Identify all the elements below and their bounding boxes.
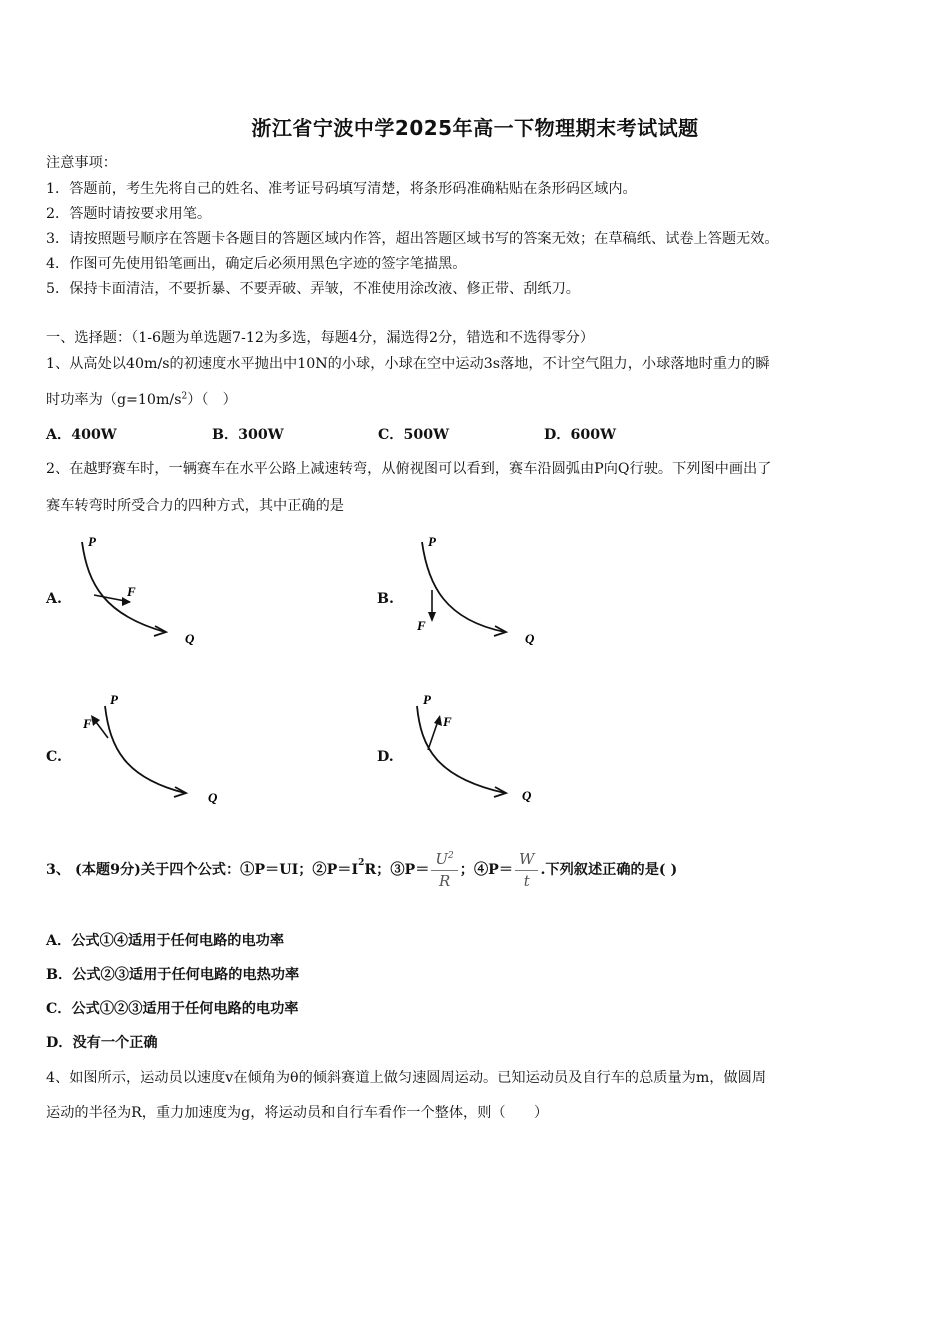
- point-q-label: Q: [208, 790, 218, 805]
- q1-line2a: 时功率为（g=10m/s: [46, 392, 182, 408]
- formula-u2-over-r: [431, 852, 457, 889]
- notice-item: 3．请按照题号顺序在答题卡各题目的答题区域内作答，超出答题区域书写的答案无效；在草稿纸、试卷上答题无效。: [46, 231, 779, 247]
- curve-path: [422, 542, 505, 632]
- q3-sup: 2: [358, 858, 365, 868]
- force-label: F: [443, 714, 452, 729]
- notice-item: 1．答题前，考生先将自己的姓名、准考证号码填写清楚，将条形码准确粘贴在条形码区域内。: [46, 181, 637, 197]
- option-a[interactable]: A．400W: [46, 427, 117, 443]
- option-c[interactable]: C．500W: [378, 427, 450, 443]
- question-3-text: [46, 852, 677, 889]
- point-p-label: P: [423, 692, 431, 707]
- q3-option-a[interactable]: A．公式①④适用于任何电路的电功率: [46, 933, 285, 949]
- notice-item: 2．答题时请按要求用笔。: [46, 206, 212, 222]
- q3-option-b[interactable]: B．公式②③适用于任何电路的电热功率: [46, 967, 300, 983]
- option-b[interactable]: B．300W: [212, 427, 284, 443]
- figure-b-label: B.: [377, 591, 394, 607]
- figure-b[interactable]: [410, 530, 550, 650]
- point-p-label: P: [110, 692, 118, 707]
- q3-option-c[interactable]: C．公式①②③适用于任何电路的电功率: [46, 1001, 299, 1017]
- page-title: 浙江省宁波中学2025年高一下物理期末考试试题: [251, 116, 699, 140]
- q3-prefix: 3、 (本题9分)关于四个公式：①P＝UI；②P＝I: [46, 862, 359, 879]
- force-label: F: [83, 716, 92, 731]
- section-heading: 一、选择题：（1-6题为单选题7-12为多选，每题4分，漏选得2分，错选和不选得零分）: [46, 330, 595, 346]
- frac2-num: W: [515, 852, 538, 871]
- q3-mid2: ；④P＝: [459, 862, 514, 879]
- frac1-den: R: [438, 872, 451, 890]
- figure-c[interactable]: [80, 688, 230, 813]
- figure-d-label: D.: [377, 749, 394, 765]
- curve-path: [417, 706, 505, 793]
- notice-heading: 注意事项：: [46, 155, 117, 171]
- q1-sup: 2: [181, 391, 188, 402]
- force-arrowhead: [434, 715, 442, 726]
- question-1-text: 1、从高处以40m/s的初速度水平抛出中10N的小球，小球在空中运动3s落地，不计空气阻力，小球落地时重力的瞬: [46, 356, 770, 372]
- force-label: F: [417, 618, 426, 633]
- formula-w-over-t: [515, 852, 538, 889]
- q3-mid1: R；③P＝: [364, 862, 430, 879]
- figure-d[interactable]: [405, 688, 555, 813]
- point-p-label: P: [88, 534, 96, 549]
- point-p-label: P: [428, 534, 436, 549]
- curve-path: [105, 706, 185, 793]
- frac2-den: t: [523, 872, 530, 890]
- q3-option-d[interactable]: D．没有一个正确: [46, 1035, 158, 1051]
- point-q-label: Q: [525, 631, 535, 646]
- point-q-label: Q: [522, 788, 532, 803]
- question-4-text-2: 运动的半径为R，重力加速度为g，将运动员和自行车看作一个整体，则（ ）: [46, 1105, 549, 1121]
- point-q-label: Q: [185, 631, 195, 646]
- force-label: F: [127, 584, 136, 599]
- question-2-text-2: 赛车转弯时所受合力的四种方式，其中正确的是: [46, 498, 344, 514]
- notice-item: 5．保持卡面清洁，不要折暴、不要弄破、弄皱，不准使用涂改液、修正带、刮纸刀。: [46, 281, 580, 297]
- figure-a[interactable]: [70, 530, 210, 650]
- figure-a-label: A.: [46, 591, 62, 607]
- question-1-options: [46, 424, 616, 444]
- frac1-sup: 2: [448, 851, 454, 861]
- frac1-num: U: [435, 850, 449, 868]
- force-arrowhead: [428, 612, 436, 622]
- question-1-text-2: [46, 389, 237, 409]
- q1-line2b: ）（ ）: [187, 392, 237, 408]
- question-2-text: 2、在越野赛车时，一辆赛车在水平公路上减速转弯，从俯视图可以看到，赛车沿圆弧由P向Q行驶。下列图中画出了: [46, 461, 772, 477]
- option-d[interactable]: D．600W: [544, 427, 617, 443]
- notice-item: 4．作图可先使用铅笔画出，确定后必须用黑色字迹的签字笔描黑。: [46, 256, 467, 272]
- q3-suffix: .下列叙述正确的是( ): [540, 862, 678, 879]
- figure-c-label: C.: [46, 749, 62, 765]
- question-4-text: 4、如图所示，运动员以速度v在倾角为θ的倾斜赛道上做匀速圆周运动。已知运动员及自行车的总质量为m，做圆周: [46, 1070, 767, 1086]
- curve-path: [82, 542, 165, 632]
